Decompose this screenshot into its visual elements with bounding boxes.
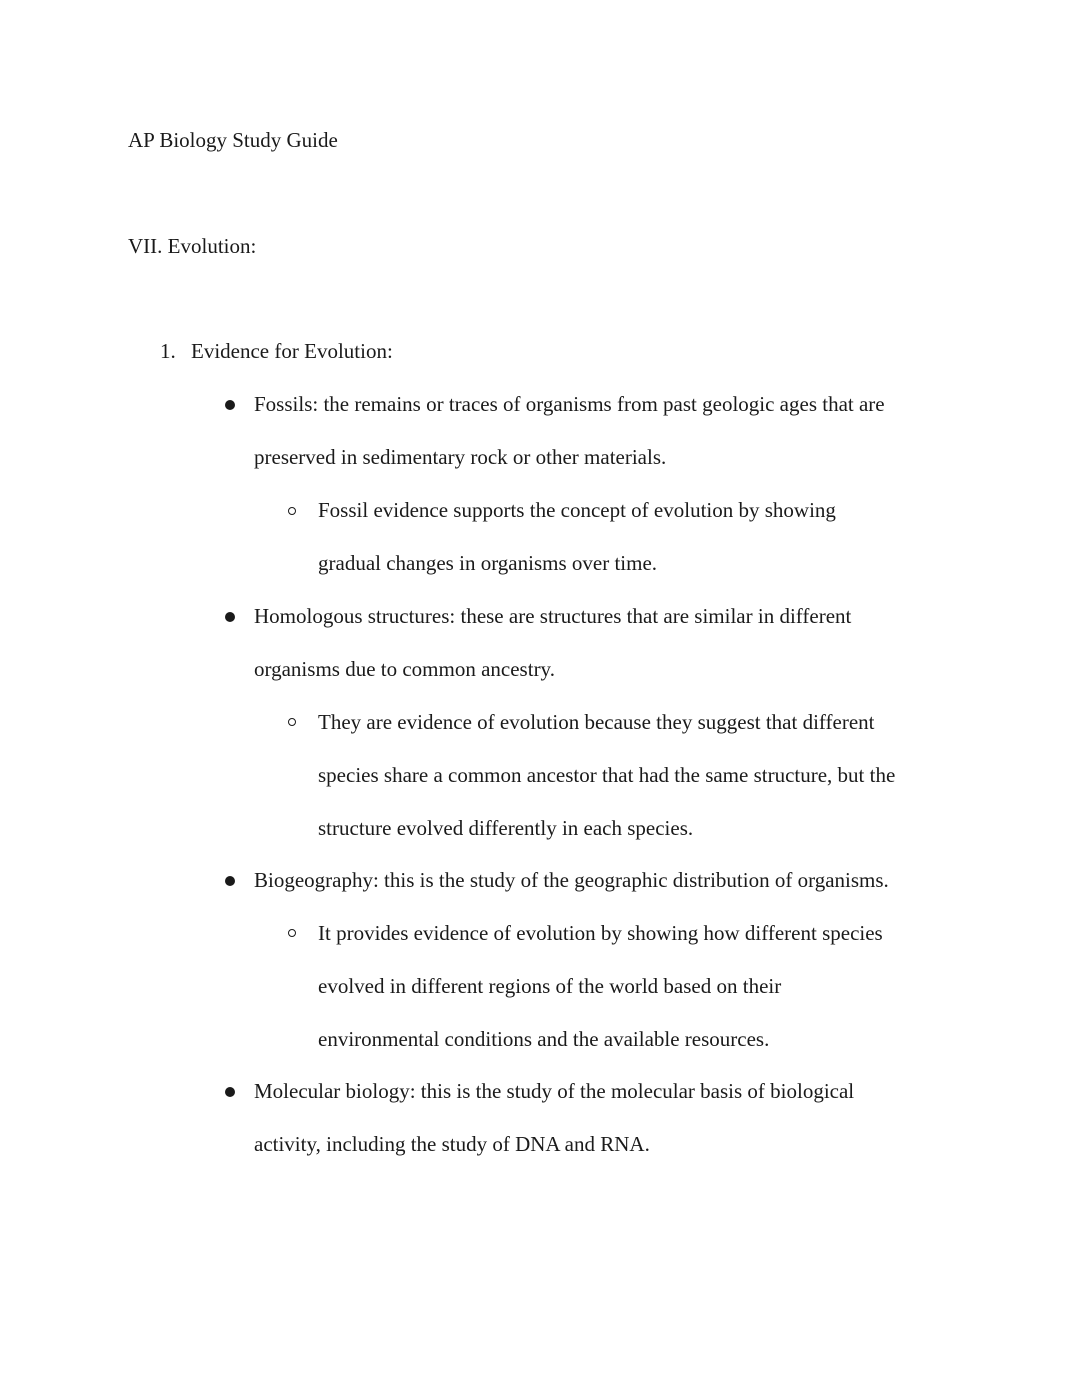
list-item-line: Molecular biology: this is the study of the molecular basis of biological — [254, 1079, 855, 1103]
sub-item-line: environmental conditions and the available resources. — [318, 1027, 770, 1051]
list-number: 1. — [160, 339, 176, 363]
sub-item-line: It provides evidence of evolution by showing how different species — [318, 921, 883, 945]
list-item-line: Homologous structures: these are structures that are similar in different — [254, 604, 852, 628]
bullet-icon — [225, 400, 235, 410]
list-item-line: Biogeography: this is the study of the geographic distribution of organisms. — [254, 868, 889, 892]
section-heading: VII. Evolution: — [128, 234, 257, 258]
list-item-line: Fossils: the remains or traces of organisms from past geologic ages that are — [254, 392, 885, 416]
list-item-line: activity, including the study of DNA and RNA. — [254, 1132, 650, 1156]
list-item-line: organisms due to common ancestry. — [254, 657, 555, 681]
bullet-icon — [225, 876, 235, 886]
list-item-line: preserved in sedimentary rock or other materials. — [254, 445, 667, 469]
sub-item-line: They are evidence of evolution because they suggest that different — [318, 710, 875, 734]
bullet-icon — [225, 612, 235, 622]
sub-item-line: species share a common ancestor that had the same structure, but the — [318, 763, 896, 787]
sub-item-line: Fossil evidence supports the concept of evolution by showing — [318, 498, 836, 522]
sub-item-line: evolved in different regions of the world based on their — [318, 974, 782, 998]
sub-bullet-icon — [288, 929, 296, 937]
list-heading: Evidence for Evolution: — [191, 339, 393, 363]
sub-item-line: gradual changes in organisms over time. — [318, 551, 658, 575]
sub-bullet-icon — [288, 718, 296, 726]
sub-item-line: structure evolved differently in each species. — [318, 816, 694, 840]
document-title: AP Biology Study Guide — [128, 128, 338, 152]
bullet-icon — [225, 1087, 235, 1097]
sub-bullet-icon — [288, 507, 296, 515]
